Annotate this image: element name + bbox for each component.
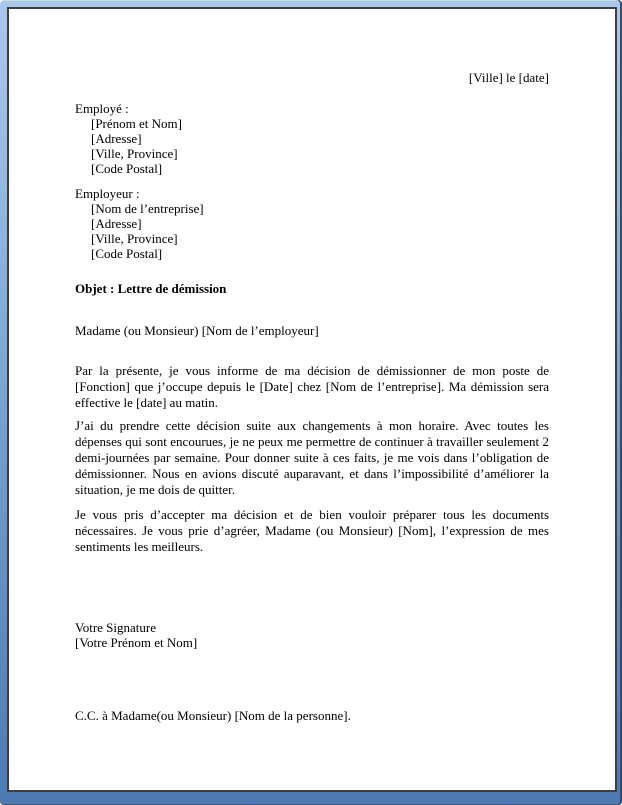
signature-label: Votre Signature <box>75 620 156 635</box>
employee-postal-code: [Code Postal] <box>91 161 163 176</box>
salutation: Madame (ou Monsieur) [Nom de l’employeur] <box>75 323 319 338</box>
cc-line: C.C. à Madame(ou Monsieur) [Nom de la personne]. <box>75 708 351 723</box>
employee-city-province: [Ville, Province] <box>91 146 178 161</box>
employer-label: Employeur : <box>75 186 140 201</box>
body-paragraph-2: J’ai du prendre cette décision suite aux changements à mon horaire. Avec toutes les dépenses qui sont encourues, je ne peux me permettre de continuer à travailler seulement 2 demi-journées par semaine. Pour donner suite à ces faits, je me vois dans l’obligation de démissionner. Nous en avions discuté auparavant, et dans l’impossibilité d’améliorer la situation, je me dois de quitter. <box>75 418 549 497</box>
employee-name: [Prénom et Nom] <box>91 116 182 131</box>
employer-city-province: [Ville, Province] <box>91 231 178 246</box>
signature-block <box>75 620 549 650</box>
signature-name: [Votre Prénom et Nom] <box>75 635 198 650</box>
dateline: [Ville] le [date] <box>468 70 549 85</box>
employee-address: [Adresse] <box>91 131 142 146</box>
body-paragraph-3: Je vous pris d’accepter ma décision et de bien vouloir préparer tous les documents nécessaires. Je vous prie d’agréer, Madame (ou Monsieur) [Nom], l’expression de mes sentiments les meilleurs. <box>75 507 549 554</box>
subject-line: Objet : Lettre de démission <box>75 281 227 296</box>
employer-company: [Nom de l’entreprise] <box>91 201 204 216</box>
employee-label: Employé : <box>75 101 129 116</box>
body-paragraph-1: Par la présente, je vous informe de ma décision de démissionner de mon poste de [Fonction] que j’occupe depuis le [Date] chez [Nom de l’entreprise]. Ma démission sera effective le [date] au matin. <box>75 363 549 410</box>
employer-postal-code: [Code Postal] <box>91 246 163 261</box>
letter-page <box>7 7 617 792</box>
employer-address: [Adresse] <box>91 216 142 231</box>
